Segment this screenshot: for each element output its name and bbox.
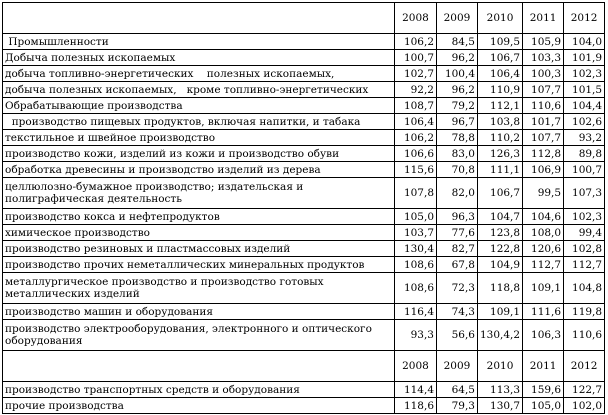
value-cell: 93,3 (395, 320, 437, 351)
value-cell: 101,5 (564, 82, 605, 98)
table-row (3, 34, 605, 50)
value-cell: 114,4 (395, 382, 437, 398)
value-cell: 106,6 (395, 146, 437, 162)
table-row (3, 98, 605, 114)
value-cell: 105,0 (395, 209, 437, 225)
value-cell: 102,6 (564, 114, 605, 130)
value-cell: 115,6 (395, 162, 437, 178)
value-cell: 82,7 (437, 241, 478, 257)
value-cell: 102,3 (564, 66, 605, 82)
value-cell: 110,2 (478, 130, 523, 146)
table-row (3, 273, 605, 304)
value-cell: 130,7 (478, 398, 523, 414)
value-cell: 108,6 (395, 273, 437, 304)
year-header: 2012 (564, 3, 605, 34)
row-label: обработка древесины и производство изделий из дерева (3, 162, 395, 178)
value-cell: 102,7 (395, 66, 437, 82)
row-label: Добыча полезных ископаемых (3, 50, 395, 66)
value-cell: 110,9 (478, 82, 523, 98)
value-cell: 122,8 (478, 241, 523, 257)
row-label: производство транспортных средств и оборудования (3, 382, 395, 398)
value-cell: 104,7 (478, 209, 523, 225)
value-cell: 92,2 (395, 82, 437, 98)
value-cell: 111,6 (523, 304, 564, 320)
value-cell: 67,8 (437, 257, 478, 273)
value-cell: 82,0 (437, 178, 478, 209)
header-blank-cell (3, 3, 395, 34)
value-cell: 106,4 (478, 66, 523, 82)
value-cell: 100,7 (395, 50, 437, 66)
value-cell: 102,8 (564, 241, 605, 257)
value-cell: 99,5 (523, 178, 564, 209)
value-cell: 83,0 (437, 146, 478, 162)
value-cell: 109,1 (478, 304, 523, 320)
value-cell: 99,4 (564, 225, 605, 241)
year-header: 2011 (523, 3, 564, 34)
value-cell: 74,3 (437, 304, 478, 320)
value-cell: 122,7 (564, 382, 605, 398)
row-label: производство кокса и нефтепродуктов (3, 209, 395, 225)
row-label: химическое производство (3, 225, 395, 241)
value-cell: 72,3 (437, 273, 478, 304)
row-label: производство кожи, изделий из кожи и производство обуви (3, 146, 395, 162)
value-cell: 108,0 (523, 225, 564, 241)
table-row (3, 146, 605, 162)
value-cell: 102,3 (564, 209, 605, 225)
value-cell: 104,9 (478, 257, 523, 273)
value-cell: 109,5 (478, 34, 523, 50)
value-cell: 106,7 (478, 178, 523, 209)
value-cell: 106,7 (478, 50, 523, 66)
value-cell: 103,7 (395, 225, 437, 241)
table-row (3, 66, 605, 82)
value-cell: 89,8 (564, 146, 605, 162)
value-cell: 70,8 (437, 162, 478, 178)
header-blank-cell (3, 351, 395, 382)
table-body (3, 3, 605, 414)
value-cell: 96,3 (437, 209, 478, 225)
value-cell: 84,5 (437, 34, 478, 50)
value-cell: 56,6 (437, 320, 478, 351)
year-header: 2010 (478, 3, 523, 34)
value-cell: 103,8 (478, 114, 523, 130)
value-cell: 102,0 (564, 398, 605, 414)
table-row (3, 82, 605, 98)
value-cell: 113,3 (478, 382, 523, 398)
value-cell: 123,8 (478, 225, 523, 241)
table-row (3, 398, 605, 414)
row-label: производство пищевых продуктов, включая напитки, и табака (3, 114, 395, 130)
value-cell: 110,6 (523, 98, 564, 114)
row-label: производство прочих неметаллических минеральных продуктов (3, 257, 395, 273)
value-cell: 110,6 (564, 320, 605, 351)
value-cell: 104,0 (564, 34, 605, 50)
value-cell: 107,3 (564, 178, 605, 209)
value-cell: 79,3 (437, 398, 478, 414)
value-cell: 118,6 (395, 398, 437, 414)
header-row-repeat (3, 351, 605, 382)
table-row (3, 162, 605, 178)
value-cell: 106,2 (395, 130, 437, 146)
value-cell: 105,0 (523, 398, 564, 414)
value-cell: 93,2 (564, 130, 605, 146)
row-label: производство электрооборудования, электронного и оптического оборудования (3, 320, 395, 351)
value-cell: 78,8 (437, 130, 478, 146)
value-cell: 116,4 (395, 304, 437, 320)
value-cell: 96,7 (437, 114, 478, 130)
row-label: текстильное и швейное производство (3, 130, 395, 146)
value-cell: 64,5 (437, 382, 478, 398)
industrial-production-table (2, 2, 605, 414)
value-cell: 106,4 (395, 114, 437, 130)
row-label: производство резиновых и пластмассовых изделий (3, 241, 395, 257)
value-cell: 112,7 (564, 257, 605, 273)
value-cell: 79,2 (437, 98, 478, 114)
row-label: Обрабатывающие производства (3, 98, 395, 114)
row-label: добыча топливно-энергетических полезных ископаемых, (3, 66, 395, 82)
value-cell: 119,8 (564, 304, 605, 320)
value-cell: 120,6 (523, 241, 564, 257)
value-cell: 104,6 (523, 209, 564, 225)
row-label: металлургическое производство и производство готовых металлических изделий (3, 273, 395, 304)
table-row (3, 178, 605, 209)
value-cell: 101,7 (523, 114, 564, 130)
value-cell: 126,3 (478, 146, 523, 162)
value-cell: 118,8 (478, 273, 523, 304)
value-cell: 106,2 (395, 34, 437, 50)
value-cell: 104,8 (564, 273, 605, 304)
table-row (3, 382, 605, 398)
value-cell: 106,3 (523, 320, 564, 351)
table-row (3, 304, 605, 320)
year-header: 2009 (437, 3, 478, 34)
value-cell: 96,2 (437, 50, 478, 66)
value-cell: 112,1 (478, 98, 523, 114)
year-header: 2011 (523, 351, 564, 382)
value-cell: 100,7 (564, 162, 605, 178)
table-row (3, 320, 605, 351)
value-cell: 106,9 (523, 162, 564, 178)
value-cell: 105,9 (523, 34, 564, 50)
value-cell: 96,2 (437, 82, 478, 98)
year-header: 2012 (564, 351, 605, 382)
value-cell: 100,4 (437, 66, 478, 82)
value-cell: 130,4,2 (478, 320, 523, 351)
table-row (3, 257, 605, 273)
table-row (3, 114, 605, 130)
value-cell: 111,1 (478, 162, 523, 178)
value-cell: 104,4 (564, 98, 605, 114)
value-cell: 108,7 (395, 98, 437, 114)
table-row (3, 225, 605, 241)
value-cell: 108,6 (395, 257, 437, 273)
row-label: прочие производства (3, 398, 395, 414)
value-cell: 77,6 (437, 225, 478, 241)
year-header: 2008 (395, 351, 437, 382)
row-label: Промышленности (3, 34, 395, 50)
value-cell: 112,8 (523, 146, 564, 162)
value-cell: 107,8 (395, 178, 437, 209)
value-cell: 159,6 (523, 382, 564, 398)
value-cell: 107,7 (523, 130, 564, 146)
row-label: целлюлозно-бумажное производство; издательская и полиграфическая деятельность (3, 178, 395, 209)
table-row (3, 130, 605, 146)
year-header: 2008 (395, 3, 437, 34)
value-cell: 130,4 (395, 241, 437, 257)
value-cell: 103,3 (523, 50, 564, 66)
table-row (3, 241, 605, 257)
row-label: добыча полезных ископаемых, кроме топливно-энергетических (3, 82, 395, 98)
year-header: 2010 (478, 351, 523, 382)
value-cell: 100,3 (523, 66, 564, 82)
table-row (3, 209, 605, 225)
year-header: 2009 (437, 351, 478, 382)
table-row (3, 50, 605, 66)
value-cell: 107,7 (523, 82, 564, 98)
value-cell: 109,1 (523, 273, 564, 304)
value-cell: 101,9 (564, 50, 605, 66)
row-label: производство машин и оборудования (3, 304, 395, 320)
header-row (3, 3, 605, 34)
value-cell: 112,7 (523, 257, 564, 273)
